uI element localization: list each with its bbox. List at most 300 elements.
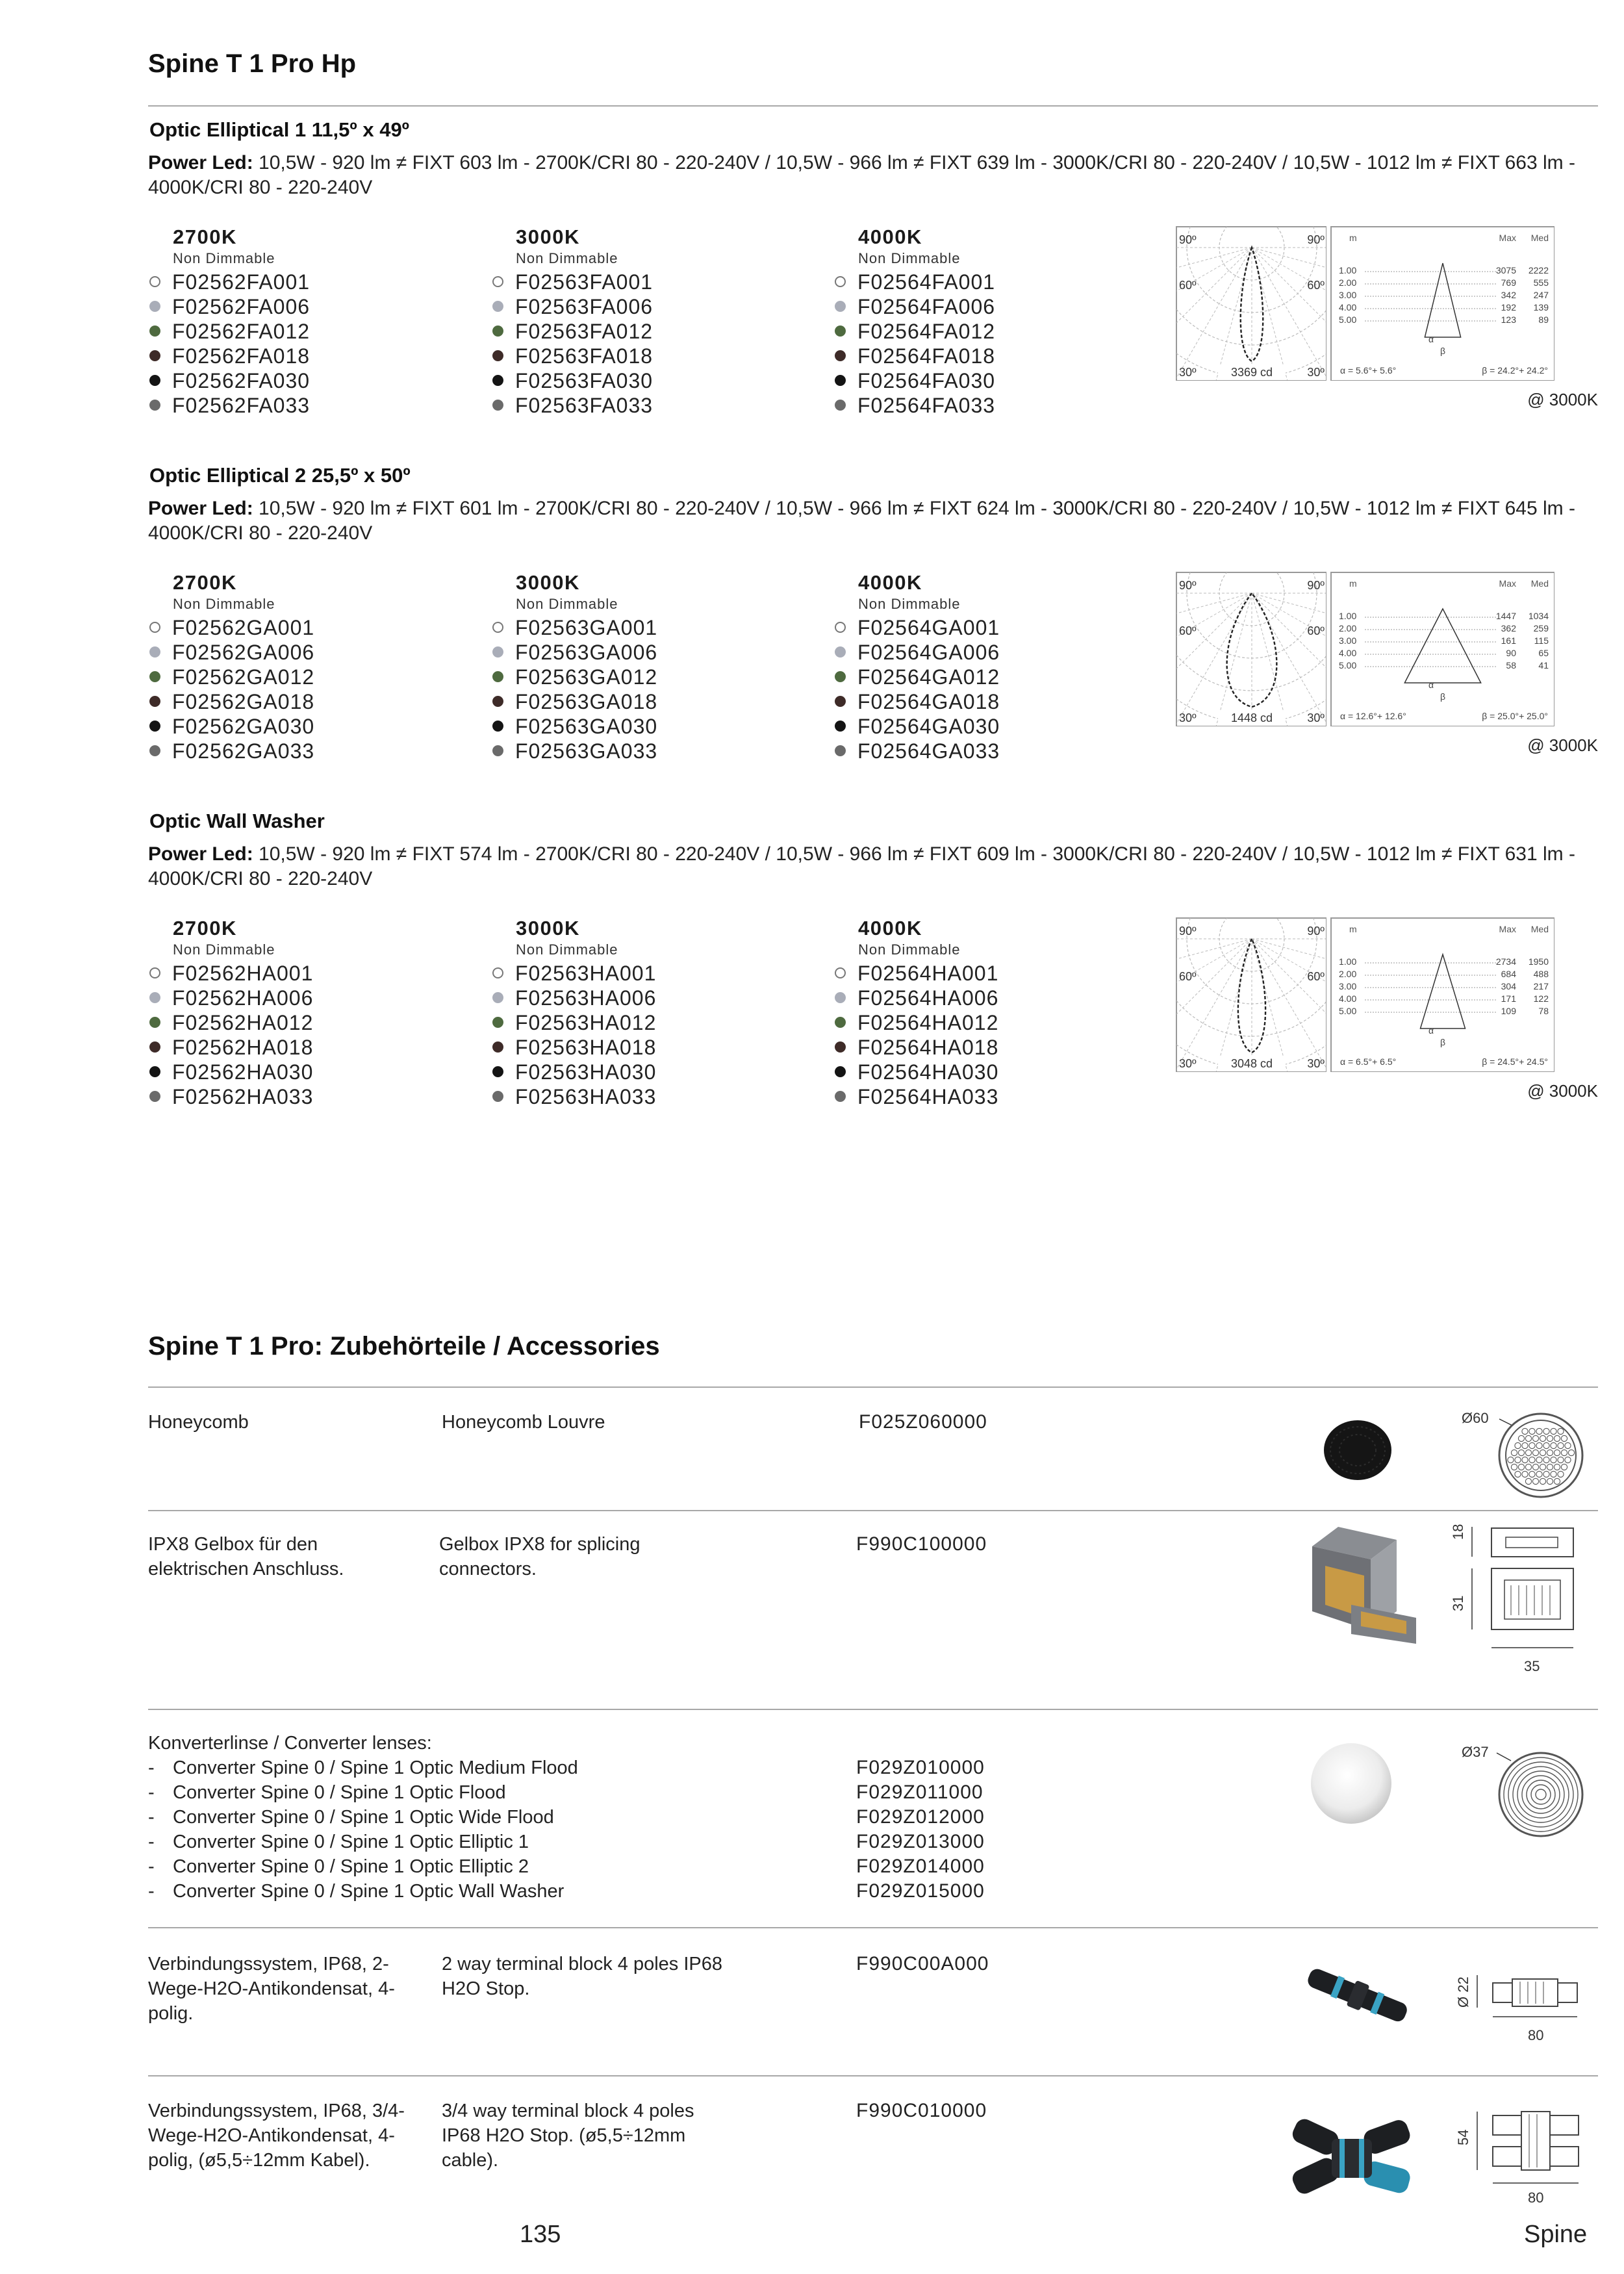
finish-color-dot	[149, 400, 160, 411]
lenses-list	[148, 1756, 578, 1904]
list-dash: -	[148, 1757, 155, 1778]
max-lux-value: 1447	[1495, 611, 1516, 621]
polar-angle-label: 90º	[1179, 579, 1197, 592]
article-code: F02563GA001	[515, 616, 658, 639]
finish-color-dot	[149, 671, 160, 682]
color-temp-column	[833, 571, 1145, 763]
article-code: F02562FA006	[172, 295, 311, 318]
max-lux-value: 2734	[1495, 956, 1516, 967]
article-code: F02563FA030	[515, 369, 653, 392]
illuminance-table	[1330, 917, 1554, 1072]
peak-intensity-label: 1448 cd	[1230, 711, 1273, 724]
article-code-row	[833, 319, 1145, 344]
finish-color-dot	[149, 646, 160, 658]
finish-color-dot	[149, 1017, 160, 1028]
article-code-row	[148, 294, 460, 319]
gelbox-dim-width: 35	[1524, 1658, 1540, 1674]
article-code-row	[148, 1060, 460, 1084]
med-lux-value: 247	[1533, 290, 1549, 300]
article-code-row	[148, 1035, 460, 1060]
reference-temperature: @ 3000K	[1527, 735, 1598, 755]
article-code: F02563HA018	[515, 1036, 657, 1059]
article-code-row	[491, 294, 803, 319]
finish-color-dot	[492, 276, 503, 287]
finish-color-dot	[835, 400, 846, 411]
color-temperature: 4000K	[858, 917, 922, 939]
beta-symbol: β	[1440, 1037, 1446, 1047]
finish-color-dot	[149, 622, 160, 633]
color-temp-column	[148, 225, 460, 418]
dimming-type: Non Dimmable	[173, 250, 275, 266]
color-temperature: 4000K	[858, 571, 922, 594]
article-code: F02562FA033	[172, 394, 311, 417]
color-temperature: 2700K	[173, 917, 237, 939]
dimming-type: Non Dimmable	[173, 596, 275, 612]
article-code: F02564HA018	[857, 1036, 999, 1059]
article-code-row	[148, 714, 460, 739]
row-divider	[148, 1510, 1598, 1511]
beta-angle: β = 24.5°+ 24.5°	[1482, 1056, 1548, 1067]
article-code-row	[491, 368, 803, 393]
distance-value: 5.00	[1339, 314, 1357, 325]
distance-value: 4.00	[1339, 993, 1357, 1004]
article-code: F02562GA001	[172, 616, 315, 639]
gelbox-name-de: IPX8 Gelbox für den elektrischen Anschluss.	[148, 1534, 344, 1579]
power-led-text: 10,5W - 920 lm ≠ FIXT 601 lm - 2700K/CRI 80 - 220-240V / 10,5W - 966 lm ≠ FIXT 624 lm - 3000K/CRI 80 - 220-240V / 10,5W - 1012 lm ≠ FIXT 645 lm - 4000K/CRI 80 - 220-240V	[148, 498, 1575, 544]
lens-name: Converter Spine 0 / Spine 1 Optic Medium Flood	[173, 1757, 578, 1778]
article-code-row	[833, 1010, 1145, 1035]
terminal34-name-de: Verbindungssystem, IP68, 3/4-Wege-H2O-Antikondensat, 4-polig, (ø5,5÷12mm Kabel).	[148, 2101, 405, 2171]
lens-list-item	[148, 1805, 578, 1830]
polar-angle-label: 60º	[1179, 970, 1197, 983]
polar-angle-label: 30º	[1307, 711, 1325, 724]
polar-angle-label: 30º	[1179, 1057, 1197, 1070]
article-code-row	[491, 714, 803, 739]
lens-name: Converter Spine 0 / Spine 1 Optic Elliptic 1	[173, 1832, 529, 1852]
reference-temperature: @ 3000K	[1527, 390, 1598, 409]
article-code: F02564HA030	[857, 1060, 999, 1084]
finish-color-dot	[492, 1017, 503, 1028]
honeycomb-code: F025Z060000	[859, 1411, 987, 1433]
lens-list-item	[148, 1879, 578, 1904]
article-code: F02564HA006	[857, 986, 999, 1010]
peak-intensity-label: 3048 cd	[1230, 1057, 1273, 1070]
article-code: F02563FA018	[515, 344, 653, 368]
med-lux-value: 488	[1533, 969, 1549, 979]
alpha-symbol: α	[1428, 334, 1434, 344]
dimming-type: Non Dimmable	[858, 596, 961, 612]
polar-angle-label: 30º	[1307, 1057, 1325, 1070]
article-code-row	[833, 368, 1145, 393]
finish-color-dot	[149, 301, 160, 312]
finish-color-dot	[149, 721, 160, 732]
article-code: F02563FA001	[515, 270, 653, 294]
finish-color-dot	[149, 1091, 160, 1102]
polar-angle-label: 30º	[1179, 366, 1197, 379]
finish-color-dot	[835, 721, 846, 732]
illuminance-table	[1330, 226, 1554, 381]
polar-angle-label: 90º	[1307, 233, 1325, 246]
article-code: F02564GA012	[857, 665, 1000, 689]
power-led-label: Power Led:	[148, 498, 253, 519]
article-code-row	[491, 739, 803, 763]
finish-color-dot	[149, 375, 160, 386]
article-code-row	[148, 739, 460, 763]
color-temp-column	[833, 225, 1145, 418]
list-dash: -	[148, 1856, 155, 1877]
finish-color-dot	[492, 1091, 503, 1102]
optic-section-title: Optic Wall Washer	[149, 810, 325, 832]
finish-color-dot	[835, 646, 846, 658]
distance-unit: m	[1349, 578, 1357, 589]
alpha-angle: α = 12.6°+ 12.6°	[1340, 711, 1406, 721]
max-lux-value: 3075	[1495, 265, 1516, 275]
article-code: F02563FA012	[515, 320, 653, 343]
polar-angle-label: 90º	[1307, 579, 1325, 592]
article-code: F02563HA001	[515, 962, 657, 985]
finish-color-dot	[492, 301, 503, 312]
row-divider	[148, 1927, 1598, 1928]
med-lux-value: 2222	[1528, 265, 1549, 275]
lens-code: F029Z014000	[856, 1856, 985, 1877]
finish-color-dot	[835, 622, 846, 633]
article-code-row	[833, 270, 1145, 294]
lens-code: F029Z011000	[856, 1782, 983, 1803]
med-lux-value: 122	[1533, 993, 1549, 1004]
article-code-row	[148, 640, 460, 665]
color-temp-column	[491, 225, 803, 418]
honeycomb-name-en: Honeycomb Louvre	[442, 1412, 605, 1433]
article-code-row	[833, 1035, 1145, 1060]
distance-value: 1.00	[1339, 265, 1357, 275]
article-code: F02563HA033	[515, 1085, 657, 1108]
optic-section-title: Optic Elliptical 2 25,5º x 50º	[149, 464, 411, 487]
dimming-type: Non Dimmable	[858, 941, 961, 958]
article-code-row	[833, 689, 1145, 714]
article-code-row	[148, 986, 460, 1010]
finish-color-dot	[835, 671, 846, 682]
finish-color-dot	[492, 326, 503, 337]
power-led-text: 10,5W - 920 lm ≠ FIXT 603 lm - 2700K/CRI 80 - 220-240V / 10,5W - 966 lm ≠ FIXT 639 lm - 3000K/CRI 80 - 220-240V / 10,5W - 1012 lm ≠ FIXT 663 lm - 4000K/CRI 80 - 220-240V	[148, 152, 1575, 198]
finish-color-dot	[492, 350, 503, 361]
footer-brand: Spine	[1524, 2221, 1588, 2248]
gelbox-code: F990C100000	[856, 1533, 987, 1555]
distance-value: 4.00	[1339, 648, 1357, 658]
article-code: F02564GA033	[857, 739, 1000, 763]
article-code-row	[148, 961, 460, 986]
article-code: F02564HA033	[857, 1085, 999, 1108]
dimming-type: Non Dimmable	[516, 596, 618, 612]
max-lux-value: 109	[1501, 1006, 1516, 1016]
article-code-row	[491, 1084, 803, 1109]
article-code: F02564GA018	[857, 690, 1000, 713]
polar-angle-label: 90º	[1307, 925, 1325, 938]
article-code: F02564FA006	[857, 295, 996, 318]
max-lux-value: 171	[1501, 993, 1516, 1004]
max-lux-value: 362	[1501, 623, 1516, 633]
med-header: Med	[1530, 924, 1549, 934]
terminal34-dim-height: 54	[1455, 2129, 1471, 2145]
distance-value: 3.00	[1339, 290, 1357, 300]
article-code: F02562HA006	[172, 986, 314, 1010]
alpha-symbol: α	[1428, 1025, 1434, 1036]
finish-color-dot	[835, 1041, 846, 1053]
article-code: F02562GA006	[172, 641, 315, 664]
article-code: F02564FA001	[857, 270, 996, 294]
max-lux-value: 684	[1501, 969, 1516, 979]
converter-lens-photo	[1299, 1735, 1403, 1832]
lens-list-item	[148, 1830, 578, 1854]
max-header: Max	[1499, 578, 1516, 589]
list-dash: -	[148, 1807, 155, 1828]
med-lux-value: 139	[1533, 302, 1549, 313]
lens-name: Converter Spine 0 / Spine 1 Optic Elliptic 2	[173, 1856, 529, 1877]
max-lux-value: 161	[1501, 635, 1516, 646]
max-lux-value: 192	[1501, 302, 1516, 313]
article-code: F02562HA001	[172, 962, 314, 985]
max-lux-value: 342	[1501, 290, 1516, 300]
terminal34-dim-width: 80	[1528, 2190, 1544, 2203]
article-code: F02564HA001	[857, 962, 999, 985]
article-code-row	[491, 615, 803, 640]
article-code: F02564FA012	[857, 320, 996, 343]
finish-color-dot	[492, 1041, 503, 1053]
list-dash: -	[148, 1782, 155, 1803]
honeycomb-drawing	[1449, 1403, 1605, 1507]
finish-color-dot	[492, 646, 503, 658]
article-code: F02562FA012	[172, 320, 311, 343]
article-code-row	[833, 393, 1145, 418]
max-header: Max	[1499, 924, 1516, 934]
article-code: F02563GA006	[515, 641, 658, 664]
finish-color-dot	[835, 967, 846, 978]
article-code-row	[833, 665, 1145, 689]
alpha-angle: α = 5.6°+ 5.6°	[1340, 365, 1397, 376]
polar-angle-label: 60º	[1307, 970, 1325, 983]
accessories-title: Spine T 1 Pro: Zubehörteile / Accessories	[148, 1332, 660, 1361]
distance-value: 1.00	[1339, 956, 1357, 967]
gelbox-name-en: Gelbox IPX8 for splicing connectors.	[439, 1534, 641, 1579]
terminal2-drawing	[1449, 1956, 1605, 2047]
illuminance-table	[1330, 572, 1554, 726]
lens-code: F029Z015000	[856, 1880, 985, 1902]
color-temp-column	[491, 917, 803, 1109]
max-lux-value: 123	[1501, 314, 1516, 325]
med-lux-value: 555	[1533, 277, 1549, 288]
article-code: F02562HA012	[172, 1011, 314, 1034]
finish-color-dot	[492, 696, 503, 707]
article-code-row	[148, 368, 460, 393]
finish-color-dot	[149, 745, 160, 756]
article-code-row	[491, 1010, 803, 1035]
article-code: F02562FA018	[172, 344, 311, 368]
med-lux-value: 115	[1534, 635, 1549, 646]
lens-list-item	[148, 1780, 578, 1805]
med-lux-value: 259	[1533, 623, 1549, 633]
dimming-type: Non Dimmable	[173, 941, 275, 958]
honeycomb-dimension: Ø60	[1462, 1410, 1489, 1426]
article-code-row	[148, 319, 460, 344]
article-code: F02564GA006	[857, 641, 1000, 664]
color-temperature: 4000K	[858, 225, 922, 248]
article-code-row	[833, 1060, 1145, 1084]
title-divider	[148, 105, 1598, 107]
polar-light-distribution-diagram	[1176, 572, 1326, 726]
distance-value: 3.00	[1339, 981, 1357, 991]
article-code: F02564HA012	[857, 1011, 999, 1034]
converter-lens-drawing	[1449, 1735, 1605, 1839]
finish-color-dot	[835, 326, 846, 337]
color-temperature: 3000K	[516, 917, 580, 939]
dimming-type: Non Dimmable	[516, 941, 618, 958]
polar-angle-label: 90º	[1179, 233, 1197, 246]
finish-color-dot	[492, 671, 503, 682]
list-dash: -	[148, 1832, 155, 1852]
beta-angle: β = 24.2°+ 24.2°	[1482, 365, 1548, 376]
article-code-row	[148, 1010, 460, 1035]
lens-name: Converter Spine 0 / Spine 1 Optic Flood	[173, 1782, 506, 1803]
article-code: F02562FA030	[172, 369, 311, 392]
distance-value: 2.00	[1339, 277, 1357, 288]
lens-name: Converter Spine 0 / Spine 1 Optic Wall Washer	[173, 1881, 565, 1902]
color-temperature: 3000K	[516, 225, 580, 248]
article-code-row	[148, 1084, 460, 1109]
article-code: F02562GA030	[172, 715, 315, 738]
row-divider	[148, 2075, 1598, 2076]
honeycomb-photo	[1306, 1410, 1410, 1488]
article-code: F02562HA018	[172, 1036, 314, 1059]
med-lux-value: 217	[1533, 981, 1549, 991]
med-lux-value: 1034	[1528, 611, 1549, 621]
article-code: F02564GA001	[857, 616, 1000, 639]
finish-color-dot	[149, 967, 160, 978]
finish-color-dot	[835, 276, 846, 287]
article-code-row	[491, 961, 803, 986]
finish-color-dot	[835, 992, 846, 1003]
peak-intensity-label: 3369 cd	[1230, 366, 1273, 379]
color-temperature: 3000K	[516, 571, 580, 594]
finish-color-dot	[835, 1017, 846, 1028]
terminal2-dim-height: Ø 22	[1455, 1976, 1471, 2008]
gelbox-photo	[1299, 1520, 1429, 1663]
article-code: F02562GA012	[172, 665, 315, 689]
article-code-row	[491, 393, 803, 418]
article-code: F02562GA033	[172, 739, 315, 763]
article-code: F02563HA012	[515, 1011, 657, 1034]
article-code: F02562FA001	[172, 270, 311, 294]
color-temp-column	[148, 571, 460, 763]
article-code: F02564FA018	[857, 344, 996, 368]
polar-angle-label: 30º	[1179, 711, 1197, 724]
lenses-title: Konverterlinse / Converter lenses:	[148, 1733, 432, 1754]
article-code-row	[148, 393, 460, 418]
med-lux-value: 89	[1538, 314, 1549, 325]
max-header: Max	[1499, 233, 1516, 243]
article-code-row	[491, 1060, 803, 1084]
power-led-spec	[148, 842, 1598, 891]
article-code-row	[148, 344, 460, 368]
terminal34-name-en: 3/4 way terminal block 4 poles IP68 H2O Stop. (ø5,5÷12mm cable).	[442, 2101, 694, 2171]
article-code: F02564FA030	[857, 369, 996, 392]
article-code-row	[833, 640, 1145, 665]
article-code-row	[833, 344, 1145, 368]
max-lux-value: 769	[1501, 277, 1516, 288]
article-code: F02563GA033	[515, 739, 658, 763]
accessories-divider	[148, 1386, 1598, 1388]
distance-value: 1.00	[1339, 611, 1357, 621]
article-code: F02563GA030	[515, 715, 658, 738]
med-lux-value: 41	[1538, 660, 1549, 671]
distance-unit: m	[1349, 924, 1357, 934]
color-temp-column	[148, 917, 460, 1109]
polar-angle-label: 30º	[1307, 366, 1325, 379]
article-code-row	[833, 739, 1145, 763]
finish-color-dot	[149, 992, 160, 1003]
max-lux-value: 90	[1506, 648, 1516, 658]
article-code: F02563FA006	[515, 295, 653, 318]
polar-light-distribution-diagram	[1176, 226, 1326, 381]
list-dash: -	[148, 1881, 155, 1902]
row-divider	[148, 1709, 1598, 1710]
color-temperature: 2700K	[173, 571, 237, 594]
article-code: F02563HA006	[515, 986, 657, 1010]
finish-color-dot	[835, 745, 846, 756]
alpha-symbol: α	[1428, 680, 1434, 690]
finish-color-dot	[835, 1066, 846, 1077]
finish-color-dot	[492, 992, 503, 1003]
article-code-row	[491, 640, 803, 665]
lenses-codes	[856, 1756, 985, 1904]
terminal2-name-en: 2 way terminal block 4 poles IP68 H2O Stop.	[442, 1954, 722, 1999]
honeycomb-name-de: Honeycomb	[148, 1412, 249, 1433]
distance-value: 5.00	[1339, 1006, 1357, 1016]
article-code-row	[833, 961, 1145, 986]
terminal2-name-de: Verbindungssystem, IP68, 2-Wege-H2O-Antikondensat, 4-polig.	[148, 1954, 395, 2024]
article-code: F02562HA033	[172, 1085, 314, 1108]
finish-color-dot	[492, 745, 503, 756]
distance-value: 4.00	[1339, 302, 1357, 313]
power-led-text: 10,5W - 920 lm ≠ FIXT 574 lm - 2700K/CRI 80 - 220-240V / 10,5W - 966 lm ≠ FIXT 609 lm - 3000K/CRI 80 - 220-240V / 10,5W - 1012 lm ≠ FIXT 631 lm - 4000K/CRI 80 - 220-240V	[148, 843, 1575, 889]
article-code: F02564GA030	[857, 715, 1000, 738]
article-code-row	[491, 986, 803, 1010]
article-code: F02562GA018	[172, 690, 315, 713]
distance-value: 3.00	[1339, 635, 1357, 646]
beta-angle: β = 25.0°+ 25.0°	[1482, 711, 1548, 721]
dimming-type: Non Dimmable	[516, 250, 618, 266]
polar-angle-label: 60º	[1307, 279, 1325, 292]
color-temp-column	[833, 917, 1145, 1109]
article-code-row	[148, 615, 460, 640]
article-code-row	[491, 344, 803, 368]
color-temp-column	[491, 571, 803, 763]
distance-value: 2.00	[1339, 969, 1357, 979]
article-code: F02563GA018	[515, 690, 658, 713]
dimming-type: Non Dimmable	[858, 250, 961, 266]
article-code-row	[833, 714, 1145, 739]
finish-color-dot	[149, 276, 160, 287]
lens-name: Converter Spine 0 / Spine 1 Optic Wide Flood	[173, 1807, 554, 1828]
lens-code: F029Z010000	[856, 1757, 985, 1778]
terminal34-code: F990C010000	[856, 2100, 987, 2121]
alpha-angle: α = 6.5°+ 6.5°	[1340, 1056, 1397, 1067]
finish-color-dot	[835, 1091, 846, 1102]
article-code: F02563HA030	[515, 1060, 657, 1084]
terminal2-dim-width: 80	[1528, 2027, 1544, 2043]
terminal2-photo	[1299, 1956, 1416, 2034]
terminal2-code: F990C00A000	[856, 1953, 989, 1974]
gelbox-drawing	[1449, 1520, 1605, 1689]
polar-light-distribution-diagram	[1176, 917, 1326, 1072]
